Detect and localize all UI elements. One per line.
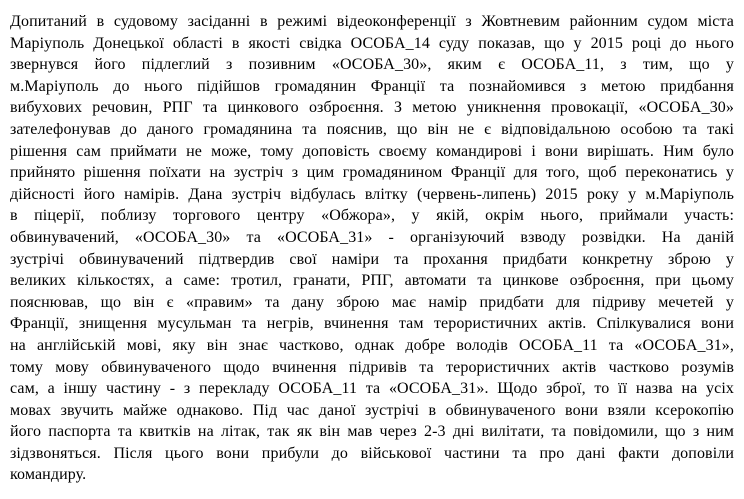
text-line: тому мову обвинуваченого щодо вчинення підривів та терористичних актів частково розумів [10, 358, 734, 376]
text-line: зідзвоняться. Після цього вони прибули до військової частини та про дані факти доповіли [10, 444, 734, 462]
text-line: обвинувачений, «ОСОБА_30» та «ОСОБА_31» - організуючий взводу розвідки. На даній [10, 228, 734, 246]
text-line: його паспорта та квитків на літак, так як він мав через 2-3 дні вилітати, та повідомили, що з ним [10, 423, 734, 441]
text-line: дійсності його намірів. Дана зустріч відбулась влітку (червень-липень) 2015 року у м.Маріуполь [10, 185, 734, 203]
text-line: Допитаний в судовому засіданні в режимі відеоконференції з Жовтневим районним судом міста [10, 13, 734, 30]
text-line: звернувся його підлеглий з позивним «ОСОБА_30», яким є ОСОБА_11, з тим, що у [10, 56, 734, 74]
testimony-paragraph [10, 11, 734, 486]
text-line: мовах звучить майже однаково. Під час даної зустрічі в обвинуваченого вони взяли ксерокопію [10, 401, 734, 419]
text-line: зателефонував до даного громадянина та пояснив, що він не є відповідальною особою та такі [10, 120, 734, 138]
text-line: сам, а іншу частину - з перекладу ОСОБА_11 та «ОСОБА_31». Щодо зброї, то її назва на усіх [10, 380, 734, 398]
text-line: рішення сам приймати не може, тому доповість своєму командирові і вони вирішать. Ним було [10, 142, 734, 160]
text-line: зустрічі обвинувачений підтвердив свої наміри та прохання придбати конкретну зброю у [10, 250, 734, 268]
text-line: Маріуполь Донецької області в якості свідка ОСОБА_14 суду показав, що у 2015 році до нього [10, 34, 734, 52]
text-line: пояснював, що він є «правим» та дану зброю має намір придбати для підриву мечетей у [10, 293, 734, 311]
text-line: на англійській мові, яку він знає частково, однак добре володів ОСОБА_11 та «ОСОБА_31», [10, 336, 734, 354]
text-line: великих кількостях, а саме: тротил, гранати, РПГ, автомати та цинкове озброєння, при цьому [10, 272, 734, 290]
text-line: м.Маріуполь до нього підійшов громадянин Франції та познайомився з метою придбання [10, 77, 734, 95]
text-line: командиру. [10, 466, 87, 484]
text-line: Франції, знищення мусульман та негрів, вчинення там терористичних актів. Спілкувалися вони [10, 315, 734, 333]
text-line: прийнято рішення поїхати на зустріч з цим громадянином Франції для того, щоб переконатись у [10, 164, 734, 182]
text-line: вибухових речовин, РПГ та цинкового озброєння. З метою уникнення провокації, «ОСОБА_30» [10, 99, 734, 117]
text-line: в піцерії, поблизу торгового центру «Обжора», у якій, окрім нього, приймали участь: [10, 207, 734, 225]
